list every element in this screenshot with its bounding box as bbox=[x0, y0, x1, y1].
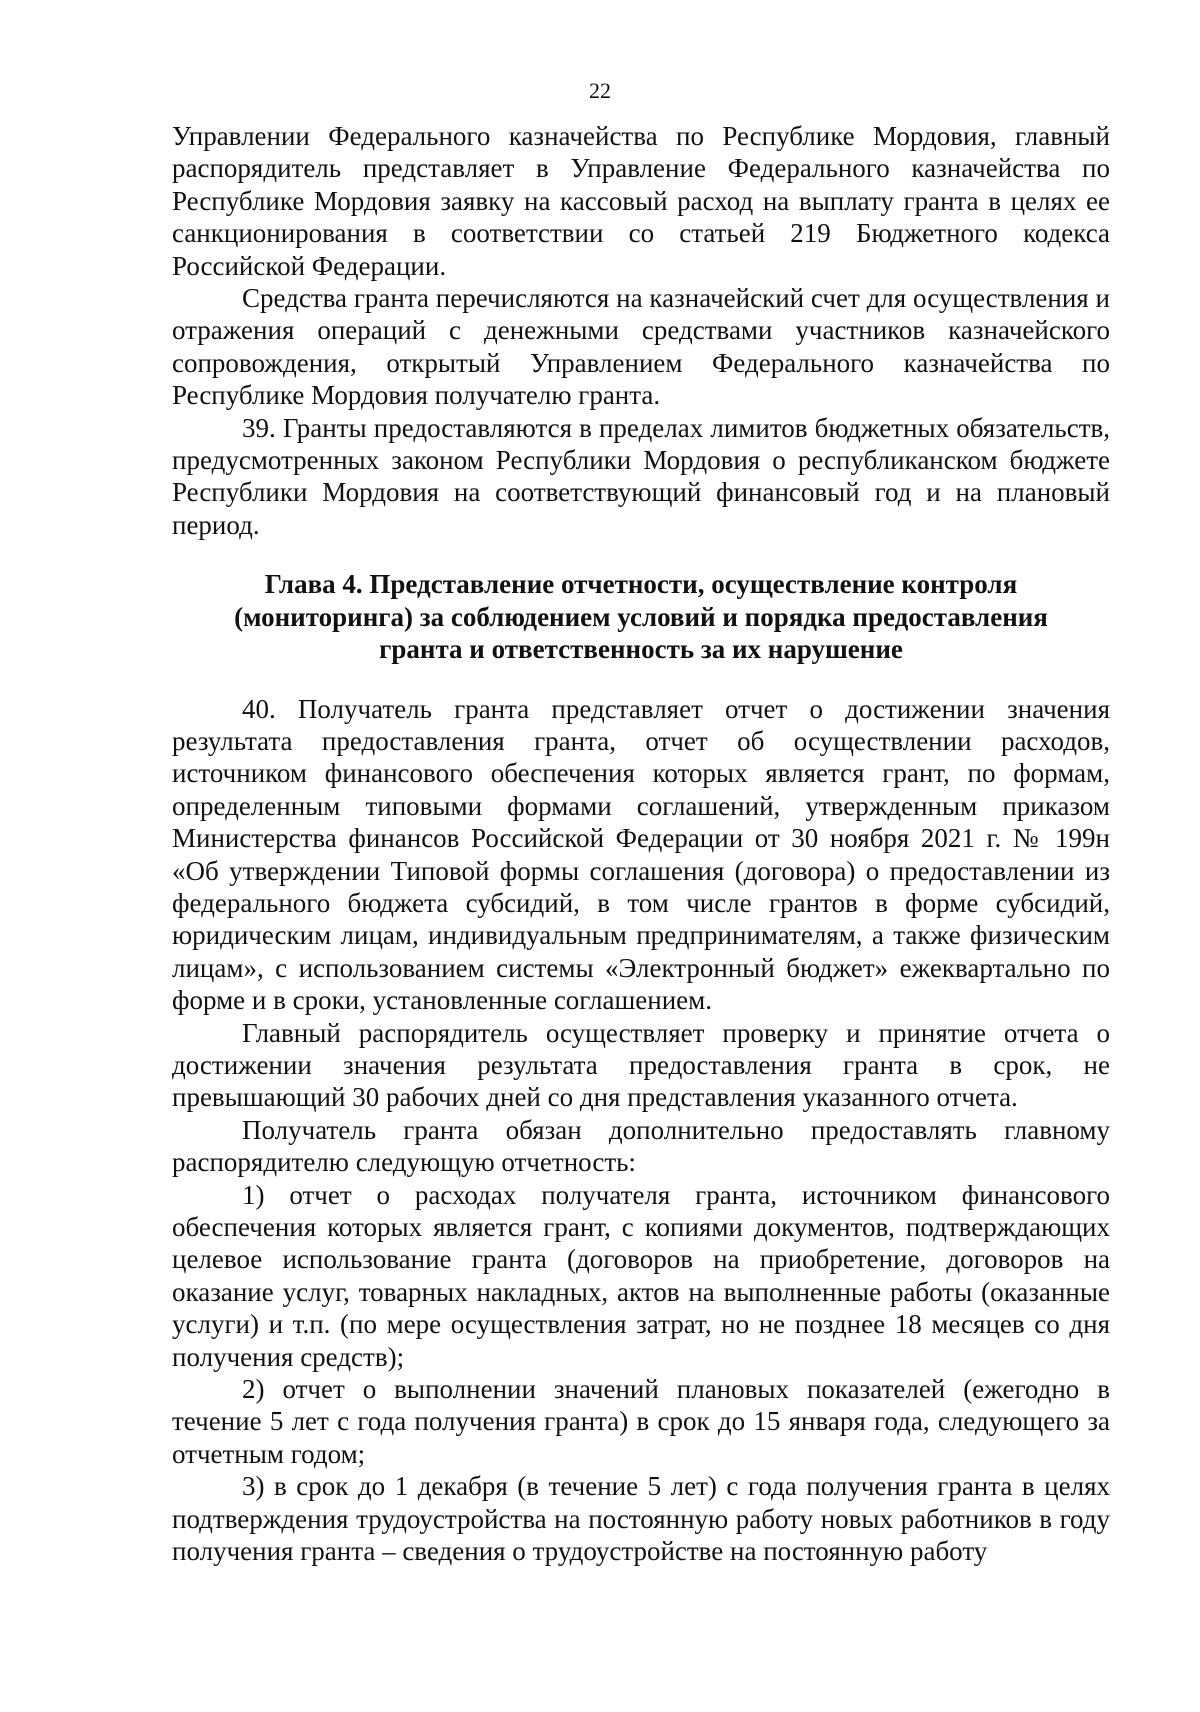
chapter-heading bbox=[172, 568, 1110, 665]
paragraph: Средства гранта перечисляются на казначейский счет для осуществления и отражения операций с денежными средствами участников казначейского сопровождения, открытый Управлением Федерального казначейства по Республике Мордовия получателю гранта. bbox=[172, 283, 1110, 411]
document-body bbox=[172, 120, 1110, 1567]
paragraphs-before-chapter bbox=[172, 120, 1110, 541]
paragraph: 1) отчет о расходах получателя гранта, источником финансового обеспечения которых является грант, с копиями документов, подтверждающих целевое использование гранта (договоров на приобретение, договоров на оказание услуг, товарных накладных, актов на выполненные работы (оказанные услуги) и т.п. (по мере осуществления затрат, но не позднее 18 месяцев со дня получения средств); bbox=[172, 1179, 1110, 1372]
paragraph: 3) в срок до 1 декабря (в течение 5 лет) с года получения гранта в целях подтверждения трудоустройства на постоянную работу новых работников в году получения гранта – сведения о трудоустройстве на постоянную работу bbox=[172, 1471, 1110, 1567]
paragraph: Управлении Федерального казначейства по Республике Мордовия, главный распорядитель представляет в Управление Федерального казначейства по Республике Мордовия заявку на кассовый расход на выплату гранта в целях ее санкционирования в соответствии со статьей 219 Бюджетного кодекса Российской Федерации. bbox=[172, 121, 1110, 281]
chapter-heading-line: гранта и ответственность за их нарушение bbox=[379, 634, 903, 665]
paragraph: Главный распорядитель осуществляет проверку и принятие отчета о достижении значения результата предоставления гранта в срок, не превышающий 30 рабочих дней со дня представления указанного отчета. bbox=[172, 1017, 1110, 1113]
chapter-heading-line: Глава 4. Представление отчетности, осуществление контроля bbox=[264, 569, 1018, 600]
paragraph: 2) отчет о выполнении значений плановых показателей (ежегодно в течение 5 лет с года получения гранта) в срок до 15 января года, следующего за отчетным годом; bbox=[172, 1374, 1110, 1469]
page-number: 22 bbox=[589, 78, 611, 103]
paragraph: 40. Получатель гранта представляет отчет о достижении значения результата предоставления гранта, отчет об осуществлении расходов, источником финансового обеспечения которых является грант, по формам, определенным типовыми формами соглашений, утвержденным приказом Министерства финансов Российской Федерации от 30 ноября 2021 г. № 199н «Об утверждении Типовой формы соглашения (договора) о предоставлении из федерального бюджета субсидий, в том числе грантов в форме субсидий, юридическим лицам, индивидуальным предпринимателям, а также физическим лицам», с использованием системы «Электронный бюджет» ежеквартально по форме и в сроки, установленные соглашением. bbox=[172, 693, 1110, 1016]
paragraph: 39. Гранты предоставляются в пределах лимитов бюджетных обязательств, предусмотренных законом Республики Мордовия о республиканском бюджете Республики Мордовия на соответствующий финансовый год и на плановый период. bbox=[172, 412, 1110, 540]
chapter-heading-line: (мониторинга) за соблюдением условий и порядка предоставления bbox=[234, 601, 1048, 632]
paragraph: Получатель гранта обязан дополнительно предоставлять главному распорядителю следующую отчетность: bbox=[172, 1114, 1110, 1178]
paragraphs-after-chapter bbox=[172, 693, 1110, 1568]
